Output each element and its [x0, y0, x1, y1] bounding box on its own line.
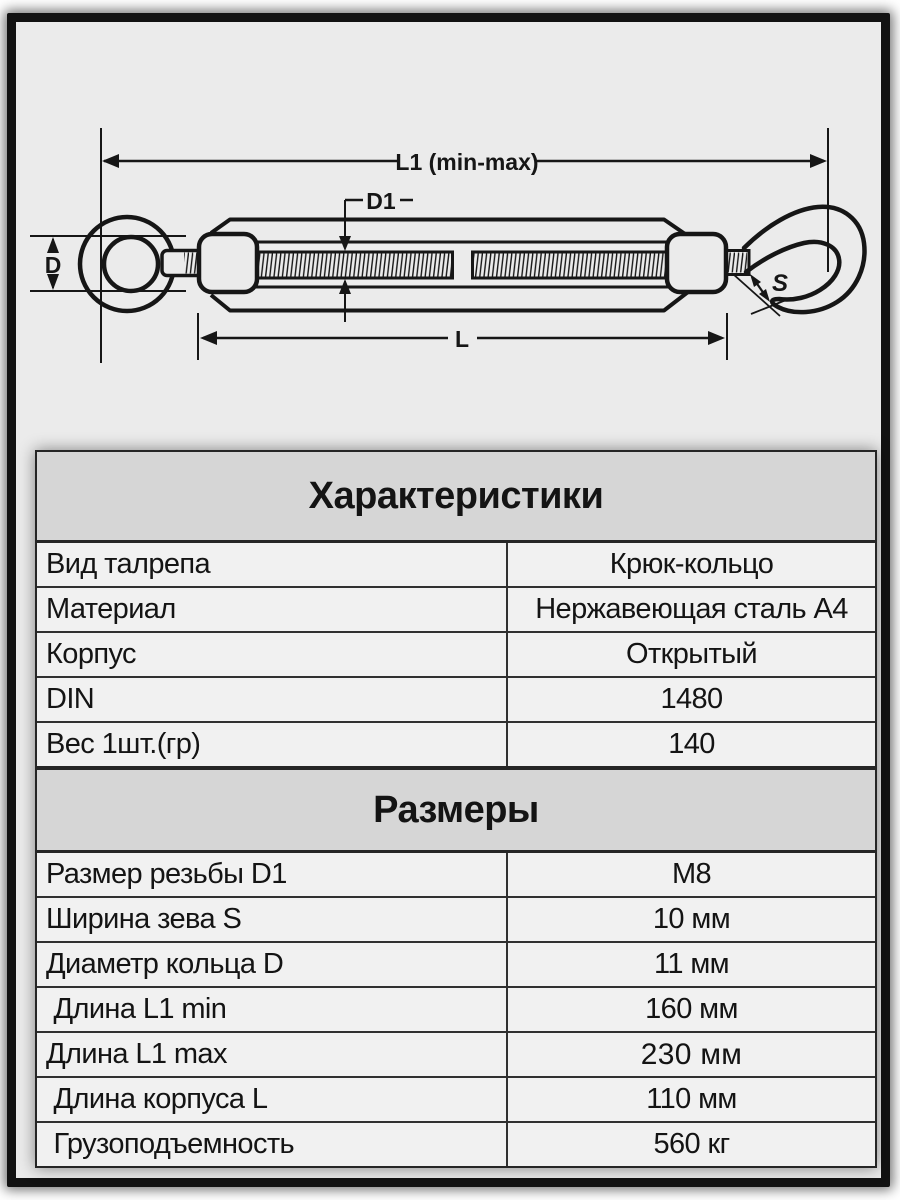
dim-body-length-l	[198, 313, 727, 360]
row-label: Длина L1 max	[37, 1033, 508, 1076]
row-label: Вид талрепа	[37, 543, 508, 586]
row-label: Диаметр кольца D	[37, 943, 508, 986]
row-value: 1480	[660, 683, 723, 715]
table-row	[37, 1121, 875, 1166]
characteristics-rows	[37, 543, 875, 766]
row-label: Размер резьбы D1	[37, 853, 508, 896]
table-row	[37, 941, 875, 986]
row-label: Грузоподъемность	[37, 1123, 508, 1166]
table-row	[37, 721, 875, 766]
eye-ring	[80, 217, 174, 311]
row-value: 110 мм	[646, 1083, 737, 1115]
row-value: Открытый	[625, 638, 758, 670]
table-row	[37, 676, 875, 721]
nut-left	[199, 234, 257, 292]
table-section-title-sizes: Размеры	[37, 766, 875, 853]
dim-label-d: D	[44, 252, 62, 278]
threaded-rod	[257, 252, 668, 278]
turnbuckle-diagram	[0, 0, 900, 450]
row-label: DIN	[37, 678, 508, 721]
threaded-rod-right-segment	[473, 252, 668, 278]
table-row	[37, 543, 875, 586]
row-value: 140	[668, 728, 715, 760]
row-value: Нержавеющая сталь А4	[535, 593, 848, 625]
threaded-stub-left	[162, 251, 202, 276]
table-row	[37, 1031, 875, 1076]
row-value: Крюк-кольцо	[609, 548, 774, 580]
row-value: 10 мм	[652, 903, 731, 935]
row-label: Ширина зева S	[37, 898, 508, 941]
dim-label-d1: D1	[366, 188, 396, 214]
row-value: М8	[671, 858, 712, 890]
dim-label-l: L	[454, 326, 470, 352]
table-row	[37, 853, 875, 896]
sizes-rows	[37, 853, 875, 1166]
row-value: 11 мм	[653, 948, 730, 980]
dim-label-s: S	[771, 270, 789, 297]
row-label: Длина корпуса L	[37, 1078, 508, 1121]
row-value: 160 мм	[645, 993, 738, 1025]
threaded-rod-left-segment	[257, 252, 453, 278]
hook	[744, 207, 864, 312]
table-row	[37, 986, 875, 1031]
table-row	[37, 1076, 875, 1121]
table-row	[37, 896, 875, 941]
row-value: 230 мм	[640, 1037, 743, 1071]
row-label: Длина L1 min	[37, 988, 508, 1031]
table-section-title-characteristics: Характеристики	[37, 452, 875, 543]
nut-right	[667, 234, 726, 292]
table-row	[37, 586, 875, 631]
table-row	[37, 631, 875, 676]
row-label: Корпус	[37, 633, 508, 676]
dim-label-l1: L1 (min-max)	[395, 149, 539, 175]
row-label: Вес 1шт.(гр)	[37, 723, 508, 766]
row-value: 560 кг	[653, 1128, 730, 1160]
spec-table	[35, 450, 877, 1168]
row-label: Материал	[37, 588, 508, 631]
